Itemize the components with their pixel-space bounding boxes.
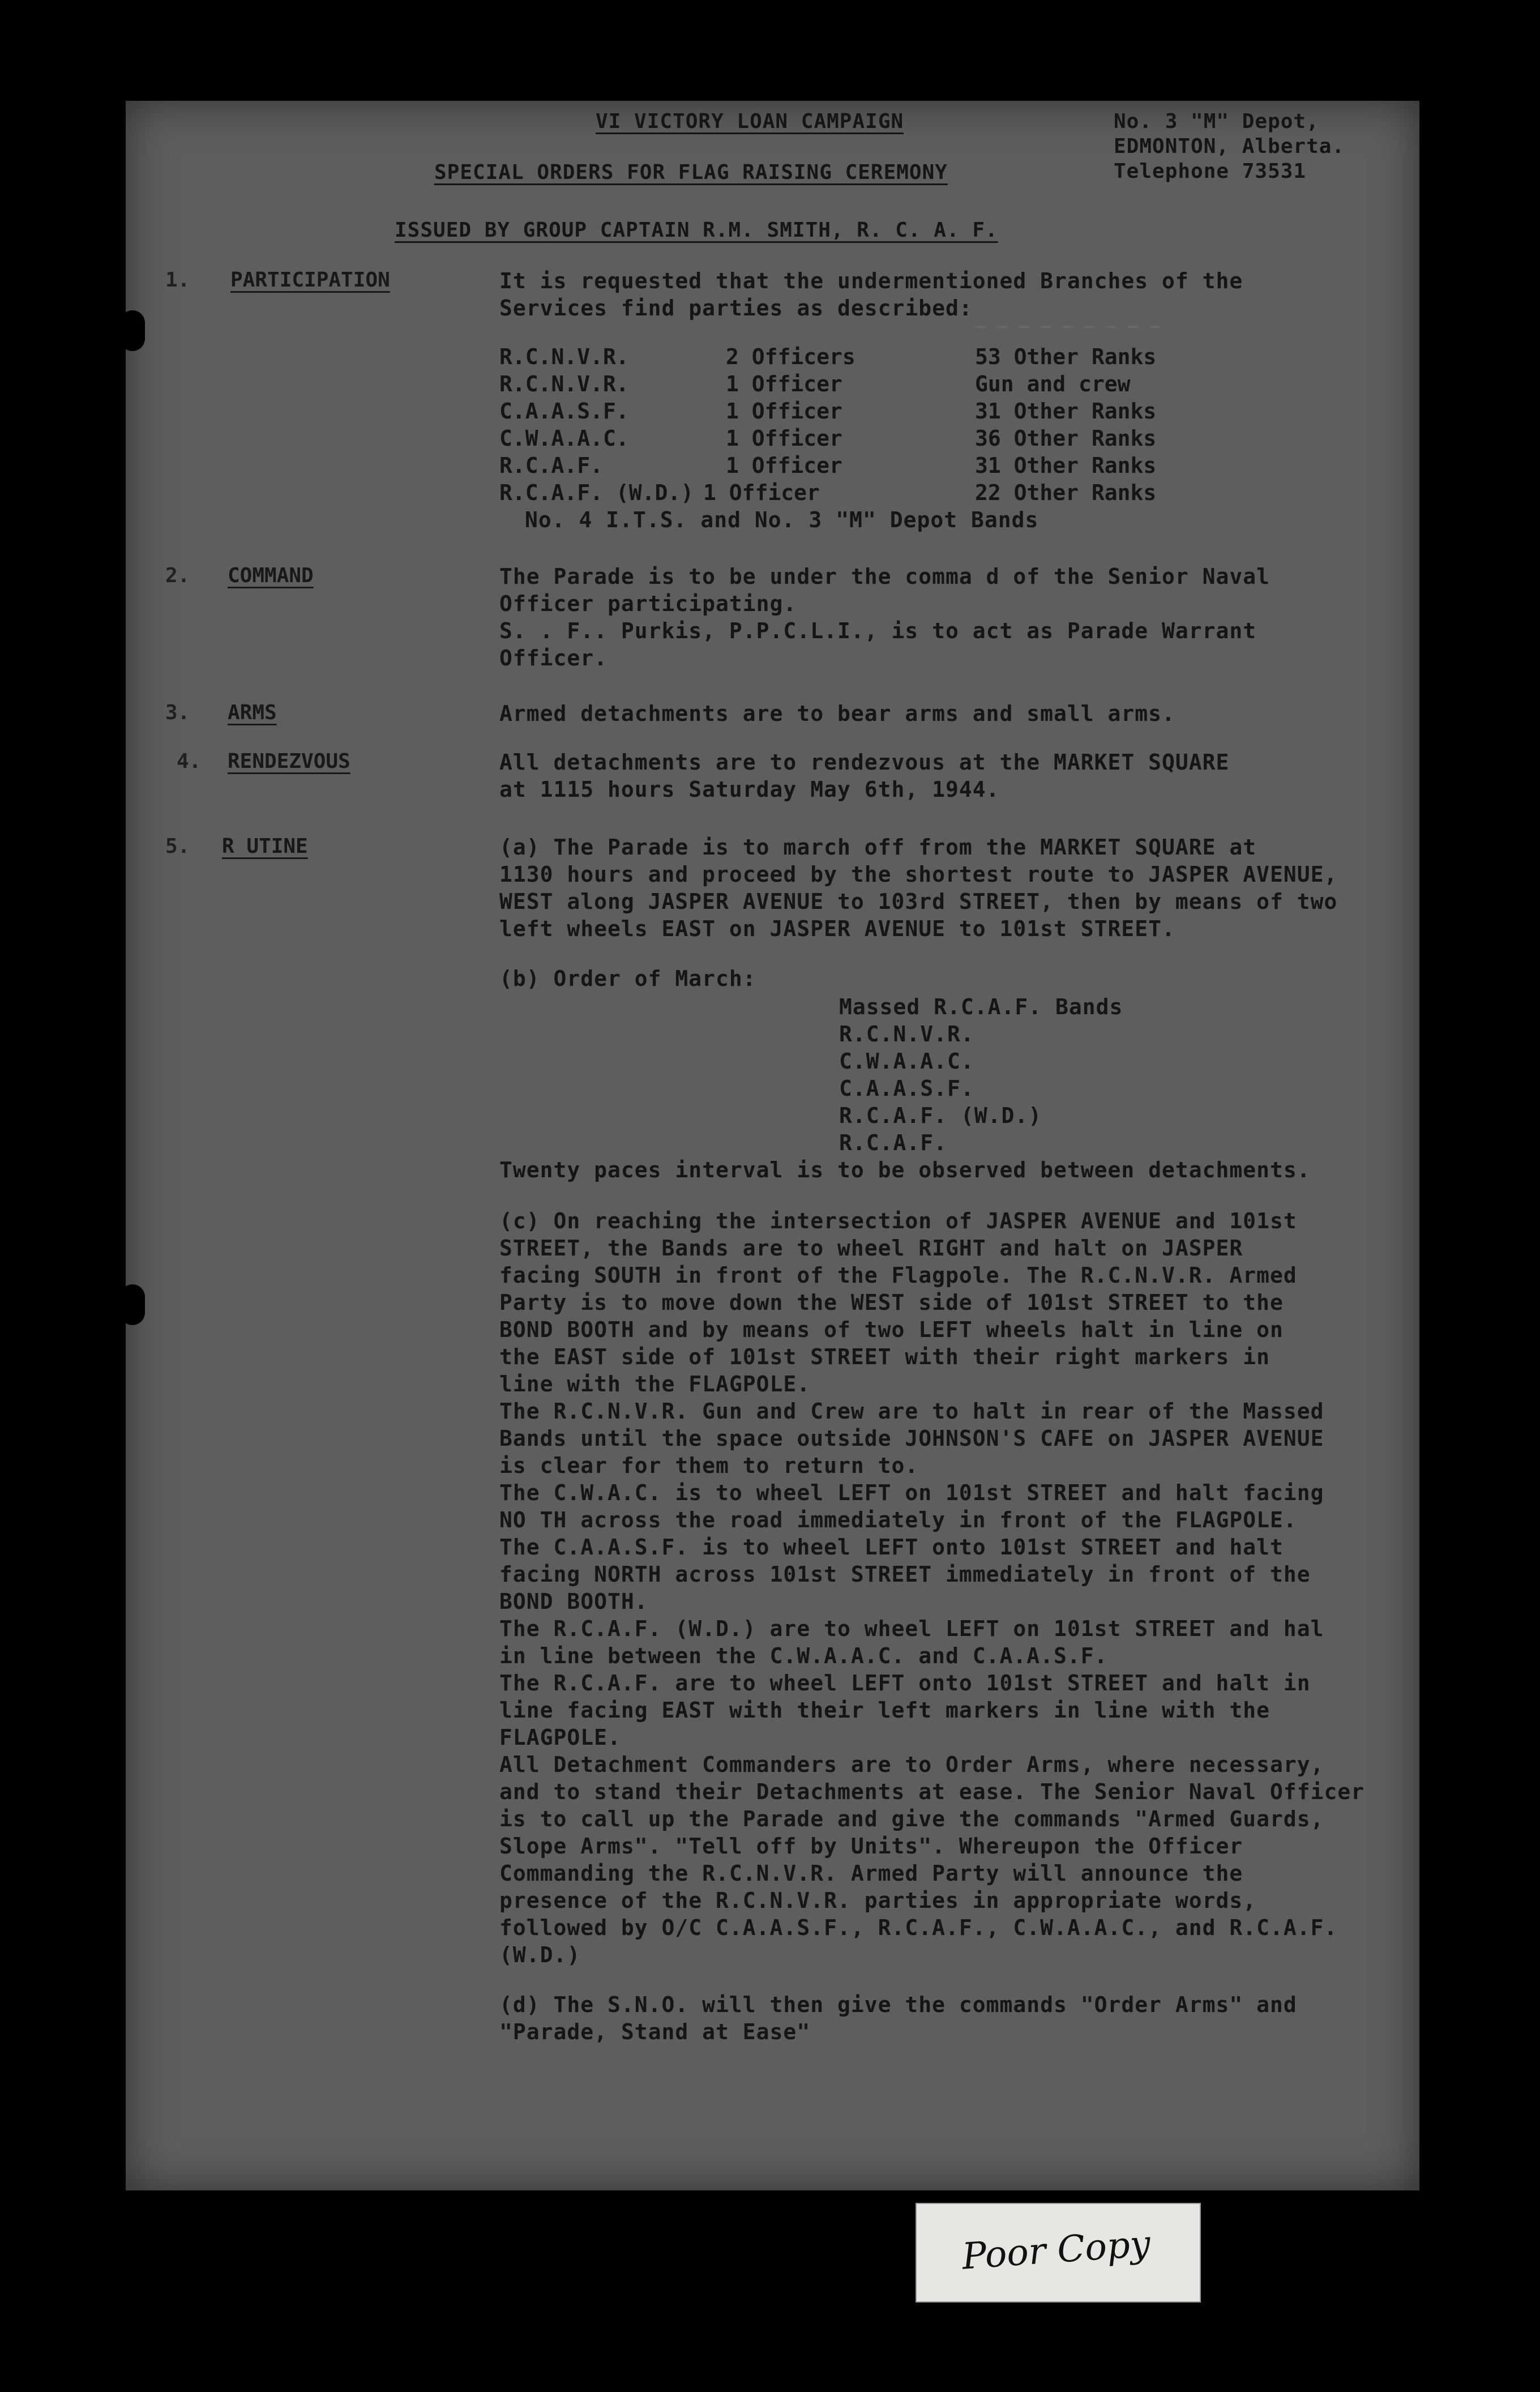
- campaign-title: VI VICTORY LOAN CAMPAIGN: [596, 110, 904, 133]
- section-label-rendezvous: RENDEZVOUS: [228, 750, 350, 773]
- routine-c: NO TH across the road immediately in front of the FLAGPOLE.: [499, 1507, 1297, 1532]
- issued-by: ISSUED BY GROUP CAPTAIN R.M. SMITH, R. C. A. F.: [395, 219, 998, 242]
- routine-c: Commanding the R.C.N.V.R. Armed Party will announce the: [499, 1861, 1243, 1886]
- other-ranks: 36 Other Ranks: [975, 426, 1157, 451]
- participation-row: [499, 344, 1292, 371]
- section-number: 3.: [165, 701, 190, 724]
- participation-row: [499, 371, 1292, 399]
- routine-c: FLAGPOLE.: [499, 1725, 621, 1750]
- document-sheet: [126, 101, 1419, 2190]
- section-number: 2.: [165, 564, 190, 587]
- routine-c: The R.C.N.V.R. Gun and Crew are to halt in rear of the Massed: [499, 1399, 1324, 1424]
- section-number: 1.: [165, 268, 190, 292]
- routine-c: Bands until the space outside JOHNSON'S CAFE on JASPER AVENUE: [499, 1426, 1324, 1451]
- punch-hole: [120, 1284, 145, 1325]
- routine-c: The C.A.A.S.F. is to wheel LEFT onto 101st STREET and halt: [499, 1535, 1284, 1560]
- routine-c: (W.D.): [499, 1942, 581, 1967]
- section-label-routine: R UTINE: [222, 835, 308, 858]
- routine-a: (a) The Parade is to march off from the MARKET SQUARE at: [499, 835, 1257, 860]
- order-of-march-item: C.A.A.S.F.: [839, 1076, 974, 1101]
- routine-a: 1130 hours and proceed by the shortest route to JASPER AVENUE,: [499, 862, 1338, 887]
- section-number: 4.: [177, 750, 202, 773]
- other-ranks: 22 Other Ranks: [975, 480, 1157, 505]
- unit: R.C.A.F.: [499, 453, 604, 478]
- section-label-arms: ARMS: [228, 701, 277, 724]
- poor-copy-label: [916, 2203, 1201, 2303]
- officers: 1 Officer: [726, 453, 842, 478]
- routine-b-label: (b) Order of March:: [499, 966, 756, 991]
- punch-hole: [120, 310, 145, 351]
- other-ranks: Gun and crew: [975, 371, 1131, 396]
- unit: C.W.A.A.C.: [499, 426, 629, 451]
- unit: R.C.N.V.R.: [499, 344, 629, 369]
- routine-c: line with the FLAGPOLE.: [499, 1372, 811, 1396]
- officers: 1 Officer: [726, 371, 842, 396]
- depot-address-line1: No. 3 "M" Depot,: [1114, 110, 1319, 133]
- routine-c: the EAST side of 101st STREET with their right markers in: [499, 1344, 1270, 1369]
- order-of-march-item: R.C.A.F.: [839, 1130, 948, 1155]
- section-label-participation: PARTICIPATION: [230, 268, 390, 292]
- order-of-march-item: C.W.A.A.C.: [839, 1049, 974, 1074]
- participation-intro: Services find parties as described:: [499, 296, 973, 321]
- unit: C.A.A.S.F.: [499, 399, 629, 424]
- other-ranks: 53 Other Ranks: [975, 344, 1157, 369]
- routine-c: (c) On reaching the intersection of JASPER AVENUE and 101st: [499, 1208, 1297, 1233]
- depot-telephone: Telephone 73531: [1114, 160, 1307, 183]
- order-of-march-item: Massed R.C.A.F. Bands: [839, 994, 1123, 1019]
- participation-intro: It is requested that the undermentioned Branches of the: [499, 268, 1243, 293]
- routine-d: (d) The S.N.O. will then give the commands "Order Arms" and: [499, 1992, 1297, 2017]
- routine-c: The C.W.A.C. is to wheel LEFT on 101st STREET and halt facing: [499, 1480, 1324, 1505]
- routine-c: facing NORTH across 101st STREET immediately in front of the: [499, 1562, 1311, 1587]
- command-text: S. . F.. Purkis, P.P.C.L.I., is to act as Parade Warrant: [499, 618, 1257, 643]
- routine-c: is clear for them to return to.: [499, 1453, 919, 1478]
- routine-c: Party is to move down the WEST side of 101st STREET to the: [499, 1290, 1284, 1315]
- routine-c: and to stand their Detachments at ease. The Senior Naval Officer: [499, 1779, 1365, 1804]
- routine-c: BOND BOOTH and by means of two LEFT wheels halt in line on: [499, 1317, 1284, 1342]
- routine-d: "Parade, Stand at Ease": [499, 2019, 811, 2044]
- routine-c: is to call up the Parade and give the commands "Armed Guards,: [499, 1806, 1324, 1831]
- routine-c: facing SOUTH in front of the Flagpole. The R.C.N.V.R. Armed: [499, 1263, 1297, 1288]
- officers: 2 Officers: [726, 344, 855, 369]
- special-orders-title: SPECIAL ORDERS FOR FLAG RAISING CEREMONY: [434, 161, 948, 184]
- other-ranks: 31 Other Ranks: [975, 453, 1157, 478]
- participation-row: [499, 426, 1292, 453]
- officers: 1 Officer: [726, 426, 842, 451]
- command-text: The Parade is to be under the comma d of the Senior Naval: [499, 564, 1270, 589]
- command-text: Officer.: [499, 646, 608, 670]
- section-number: 5.: [165, 835, 190, 858]
- poor-copy-text: Poor Copy: [960, 2223, 1152, 2278]
- other-ranks: 31 Other Ranks: [975, 399, 1157, 424]
- unit: R.C.N.V.R.: [499, 371, 629, 396]
- routine-c: BOND BOOTH.: [499, 1589, 648, 1614]
- depot-address-line2: EDMONTON, Alberta.: [1114, 135, 1345, 158]
- routine-c: STREET, the Bands are to wheel RIGHT and halt on JASPER: [499, 1236, 1243, 1261]
- routine-c: Slope Arms". "Tell off by Units". Whereupon the Officer: [499, 1834, 1243, 1859]
- command-text: Officer participating.: [499, 591, 797, 616]
- routine-c: in line between the C.W.A.A.C. and C.A.A.S.F.: [499, 1643, 1108, 1668]
- routine-c: All Detachment Commanders are to Order Arms, where necessary,: [499, 1752, 1324, 1777]
- participation-row: [499, 480, 1292, 507]
- rendezvous-text: at 1115 hours Saturday May 6th, 1944.: [499, 777, 1000, 802]
- order-of-march-item: R.C.A.F. (W.D.): [839, 1103, 1042, 1128]
- officers: 1 Officer: [726, 399, 842, 424]
- order-of-march-item: R.C.N.V.R.: [839, 1022, 974, 1046]
- bleed-through: ─ ─ ─ ─ ─ ─ ─ ─ ─: [975, 316, 1161, 338]
- routine-a: WEST along JASPER AVENUE to 103rd STREET, then by means of two: [499, 889, 1338, 914]
- routine-c: line facing EAST with their left markers in line with the: [499, 1698, 1270, 1723]
- routine-c: The R.C.A.F. (W.D.) are to wheel LEFT on 101st STREET and hal: [499, 1616, 1324, 1641]
- section-label-command: COMMAND: [228, 564, 314, 587]
- unit: R.C.A.F. (W.D.): [499, 480, 694, 505]
- participation-bands: No. 4 I.T.S. and No. 3 "M" Depot Bands: [525, 507, 1039, 532]
- routine-c: The R.C.A.F. are to wheel LEFT onto 101st STREET and halt in: [499, 1671, 1311, 1695]
- officers: 1 Officer: [703, 480, 820, 505]
- routine-a: left wheels EAST on JASPER AVENUE to 101st STREET.: [499, 916, 1175, 941]
- routine-c: followed by O/C C.A.A.S.F., R.C.A.F., C.W.A.A.C., and R.C.A.F.: [499, 1915, 1338, 1940]
- participation-row: [499, 453, 1292, 480]
- arms-text: Armed detachments are to bear arms and small arms.: [499, 701, 1175, 726]
- participation-row: [499, 399, 1292, 426]
- routine-b-interval: Twenty paces interval is to be observed between detachments.: [499, 1157, 1311, 1182]
- routine-c: presence of the R.C.N.V.R. parties in appropriate words,: [499, 1888, 1257, 1913]
- rendezvous-text: All detachments are to rendezvous at the MARKET SQUARE: [499, 750, 1230, 775]
